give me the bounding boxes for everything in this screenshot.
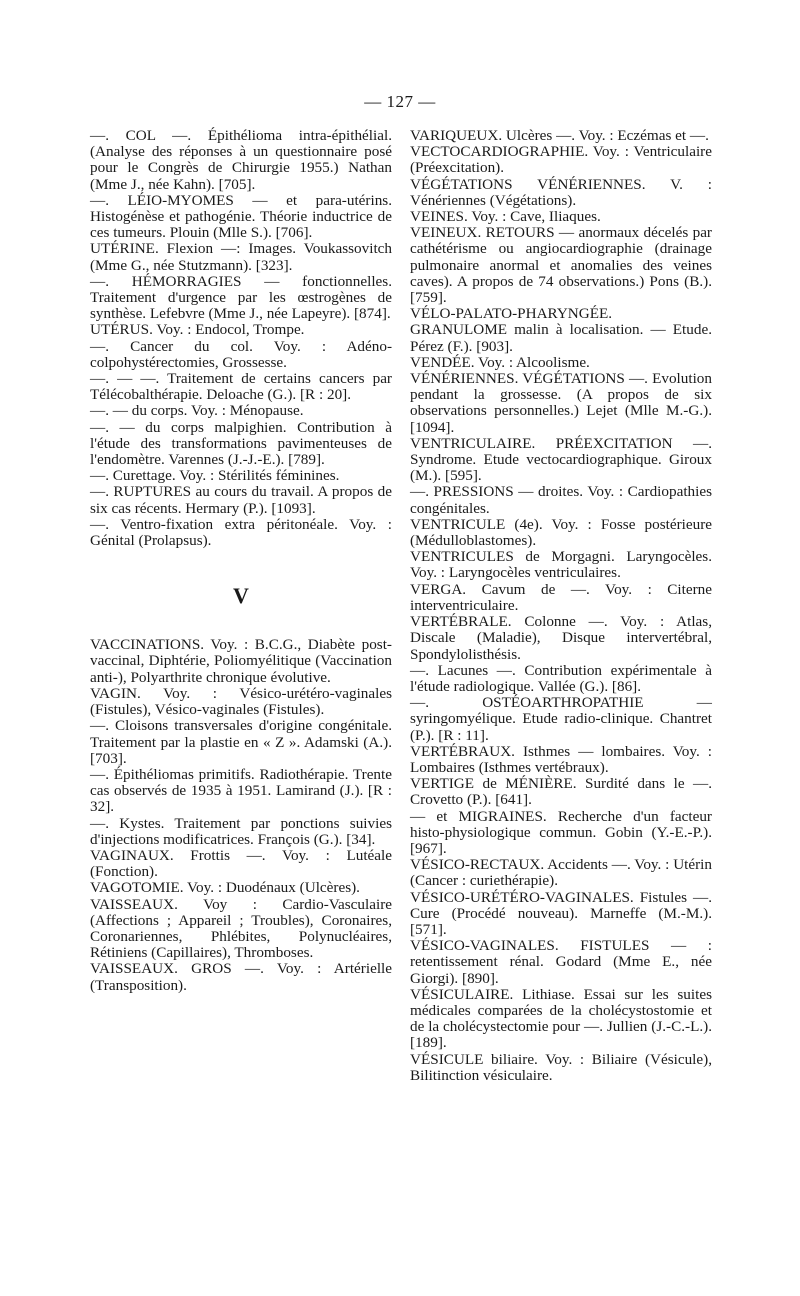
index-entry: VEINES. Voy. : Cave, Iliaques. — [410, 208, 601, 226]
index-entry: —. Kystes. Traitement par ponctions suivies d'injections modificatrices. François (G.). [34]. — [90, 814, 392, 848]
index-entry: —. OSTÉOARTHROPATHIE — syringomyélique. Etude radio-clinique. Chantret (P.). [R : 11]. — [410, 694, 712, 744]
index-entry: VÉGÉTATIONS VÉNÉRIENNES. V. : Vénériennes (Végétations). — [410, 175, 712, 209]
index-entry: —. Épithéliomas primitifs. Radiothérapie. Trente cas observés de 1935 à 1951. Lamirand (J.). [R : 32]. — [90, 765, 392, 816]
index-entry: —. Cloisons transversales d'origine congénitale. Traitement par la plastie en « Z ». Adamski (A.). [703]. — [90, 717, 392, 767]
index-entry: —. PRESSIONS — droites. Voy. : Cardiopathies congénitales. — [410, 483, 712, 517]
index-entry: — et MIGRAINES. Recherche d'un facteur histo-physiologique commun. Gobin (Y.-E.-P.). [967]. — [410, 807, 712, 857]
index-entry: —. — —. Traitement de certains cancers par Télécobalthérapie. Deloache (G.). [R : 20]. — [90, 370, 392, 404]
index-entry: VERTÉBRALE. Colonne —. Voy. : Atlas, Discale (Maladie), Disque intervertébral, Spondylolisthésis. — [410, 613, 712, 663]
section-letter: V — [233, 583, 249, 609]
index-entry: VENTRICULE (4e). Voy. : Fosse postérieure (Médulloblastomes). — [410, 515, 712, 550]
index-entry: VÉSICULAIRE. Lithiase. Essai sur les suites médicales comparées de la cholécystostomie et de la cholécystectomie pour —. Jullien (J.-C.-L.). [189]. — [410, 985, 712, 1052]
index-entry: VAGINAUX. Frottis —. Voy. : Lutéale (Fonction). — [90, 846, 392, 881]
index-entry: VENTRICULES de Morgagni. Laryngocèles. Voy. : Laryngocèles ventriculaires. — [410, 548, 712, 582]
index-entry: VERTIGE de MÉNIÈRE. Surdité dans le —. Crovetto (P.). [641]. — [410, 775, 712, 809]
index-entry: VAISSEAUX. GROS —. Voy. : Artérielle (Transposition). — [90, 960, 392, 994]
index-entry: UTÉRUS. Voy. : Endocol, Trompe. — [90, 321, 305, 339]
index-entry: —. Cancer du col. Voy. : Adéno-colpohystérectomies, Grossesse. — [90, 337, 392, 371]
index-entry: VARIQUEUX. Ulcères —. Voy. : Eczémas et —. — [410, 127, 709, 144]
index-entry: VÉSICULE biliaire. Voy. : Biliaire (Vésicule), Bilitinction vésiculaire. — [410, 1050, 712, 1084]
index-entry: UTÉRINE. Flexion —: Images. Voukassovitch (Mme G., née Stutzmann). [323]. — [90, 240, 392, 274]
index-entry: —. HÉMORRAGIES — fonctionnelles. Traitement d'urgence par les œstrogènes de synthèse. Lefebvre (Mme J., née Lapeyre). [874]. — [90, 272, 392, 323]
index-entry: VÉSICO-URÉTÉRO-VAGINALES. Fistules —. Cure (Procédé nouveau). Marneffe (M.-M.). [571]. — [410, 888, 712, 938]
index-entry: VÉSICO-VAGINALES. FISTULES — : retentissement rénal. Godard (Mme E., née Giorgi). [890]. — [410, 937, 712, 987]
index-entry: VERTÉBRAUX. Isthmes — lombaires. Voy. : Lombaires (Isthmes vertébraux). — [410, 742, 712, 776]
index-entry: VACCINATIONS. Voy. : B.C.G., Diabète post-vaccinal, Diphtérie, Poliomyélitique (Vaccination anti-), Polyarthrite chronique évolutive. — [90, 636, 392, 686]
index-entry: VÉNÉRIENNES. VÉGÉTATIONS —. Evolution pendant la grossesse. (A propos de six observations personnelles.) Lejet (Mlle M.-G.). [1094]. — [410, 370, 712, 436]
index-entry: VAGIN. Voy. : Vésico-urétéro-vaginales (Fistules), Vésico-vaginales (Fistules). — [90, 684, 392, 719]
page-number: — 127 — — [364, 92, 436, 111]
index-entry: VÉLO-PALATO-PHARYNGÉE. GRANULOME malin à localisation. — Etude. Pérez (F.). [903]. — [410, 305, 712, 355]
index-entry: —. Lacunes —. Contribution expérimentale à l'étude radiologique. Vallée (G.). [86]. — [410, 661, 712, 695]
index-entry: VAGOTOMIE. Voy. : Duodénaux (Ulcères). — [90, 879, 360, 897]
index-entry: VAISSEAUX. Voy : Cardio-Vasculaire (Affections ; Appareil ; Troubles), Coronaires, Coronariennes, Phlébites, Polynucléaires, Rétiniens (Capillaires), Thromboses. — [90, 895, 392, 962]
index-entry: VEINEUX. RETOURS — anormaux décelés par cathétérisme ou angiocardiographie (drainage pulmonaire anormal et anomalies des veines caves). A propos de 74 observations.) Pons (B.). [759]. — [410, 224, 712, 307]
index-entry: —. Curettage. Voy. : Stérilités féminines. — [90, 467, 340, 485]
index-entry: —. Ventro-fixation extra péritonéale. Voy. : Génital (Prolapsus). — [90, 515, 392, 550]
index-entry: —. LÉIO-MYOMES — et para-utérins. Histogénèse et pathogénie. Théorie inductrice de ces tumeurs. Plouin (Mlle S.). [706]. — [90, 191, 392, 242]
index-entry: VENTRICULAIRE. PRÉEXCITATION —. Syndrome. Etude vectocardiographique. Giroux (M.). [595]. — [410, 434, 712, 485]
index-entry: —. RUPTURES au cours du travail. A propos de six cas récents. Hermary (P.). [1093]. — [90, 483, 392, 517]
left-column — [90, 128, 392, 994]
right-column — [410, 128, 712, 1084]
index-entry: VÉSICO-RECTAUX. Accidents —. Voy. : Utérin (Cancer : curiethérapie). — [410, 856, 712, 890]
index-entry: VERGA. Cavum de —. Voy. : Citerne interventriculaire. — [410, 580, 712, 614]
index-entry: VECTOCARDIOGRAPHIE. Voy. : Ventriculaire (Préexcitation). — [410, 143, 712, 177]
index-entry: VENDÉE. Voy. : Alcoolisme. — [410, 353, 590, 371]
index-entry: —. — du corps malpighien. Contribution à l'étude des transformations pavimenteuses de l'endomètre. Varennes (J.-J.-E.). [789]. — [90, 418, 392, 469]
index-entry: —. — du corps. Voy. : Ménopause. — [90, 402, 304, 420]
index-entry: —. COL —. Épithélioma intra-épithélial. (Analyse des réponses à un questionnaire posé pour le Congrès de Chirurgie 1955.) Nathan (Mme J., née Kahn). [705]. — [90, 127, 392, 193]
